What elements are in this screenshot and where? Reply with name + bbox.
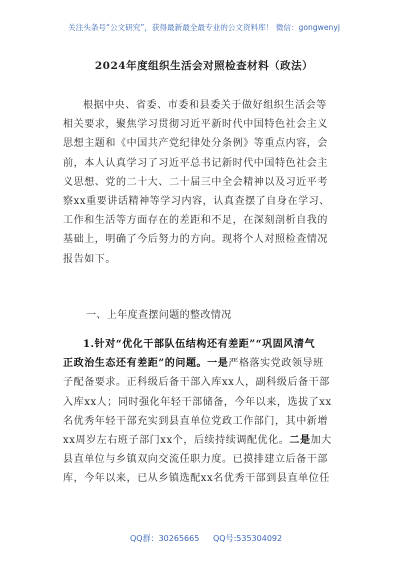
intro-line: 察xx重要讲话精神等学习内容，认真查摆了自身在学习、 [63,196,330,208]
point-marker: 一是 [207,358,229,370]
item1-line: 子配备要求。正科级后备干部入库xx人，副科级后备干部 [63,377,330,389]
item1-line: 名优秀年轻干部充实到县直单位党政工作部门，其中新增 [63,415,328,427]
intro-line: 前，本人认真学习了习近平总书记新时代中国特色社会主 [63,157,328,169]
item1-paragraph [63,335,345,489]
item1-text: 加大 [310,435,332,447]
item1-line [63,431,345,450]
intro-line: 基础上，明确了今后努力的方向。现将个人对照检查情况 [63,234,328,246]
intro-line: 根据中央、省委、市委和县委关于做好组织生活会等 [83,100,327,111]
footer-qq-number: QQ号:535304092 [213,534,283,543]
intro-paragraph [63,96,345,269]
item1-text: xx周岁左右班子部门xx个，后续持续调配优化。 [63,435,290,447]
intro-line: 报告如下。 [63,253,116,265]
document-title: 2024年度组织生活会对照检查材料（政法） [94,60,314,72]
item1-text: 严格落实党政领导班 [228,358,324,370]
point-marker: 二是 [289,435,311,447]
intro-line: 工作和生活等方面存在的差距和不足，在深刻剖析自我的 [63,215,328,227]
item1-line: 县直单位与乡镇双向交流任职力度。已摸排建立后备干部 [63,454,328,466]
header-banner: 关注头条号“公文研究”，获得最新最全最专业的公文资料库！ 微信：gongwenyj [68,23,340,32]
item1-heading-line: 1.针对“优化干部队伍结构还有差距”“巩固风清气 [83,339,316,350]
intro-line: 义思想、党的二十大、二十届三中全会精神以及习近平考 [63,176,328,188]
item1-line [63,354,345,373]
section-heading: 一、上年度查摆问题的整改情况 [86,310,232,321]
intro-line: 相关要求，聚焦学习贯彻习近平新时代中国特色社会主义 [63,119,328,131]
intro-line: 思想主题和《中国共产党纪律处分条例》等重点内容，会 [63,138,328,150]
footer-qq-group: QQ群：30265665 [130,534,200,543]
item1-line: 库，今年以来，已从乡镇选配xx名优秀干部到县直单位任 [63,473,330,485]
item1-line: 入库xx人；同时强化年轻干部储备，今年以来，选拔了xx [63,396,332,408]
item1-heading-tail: 正政治生态还有差距”的问题。 [63,358,208,370]
